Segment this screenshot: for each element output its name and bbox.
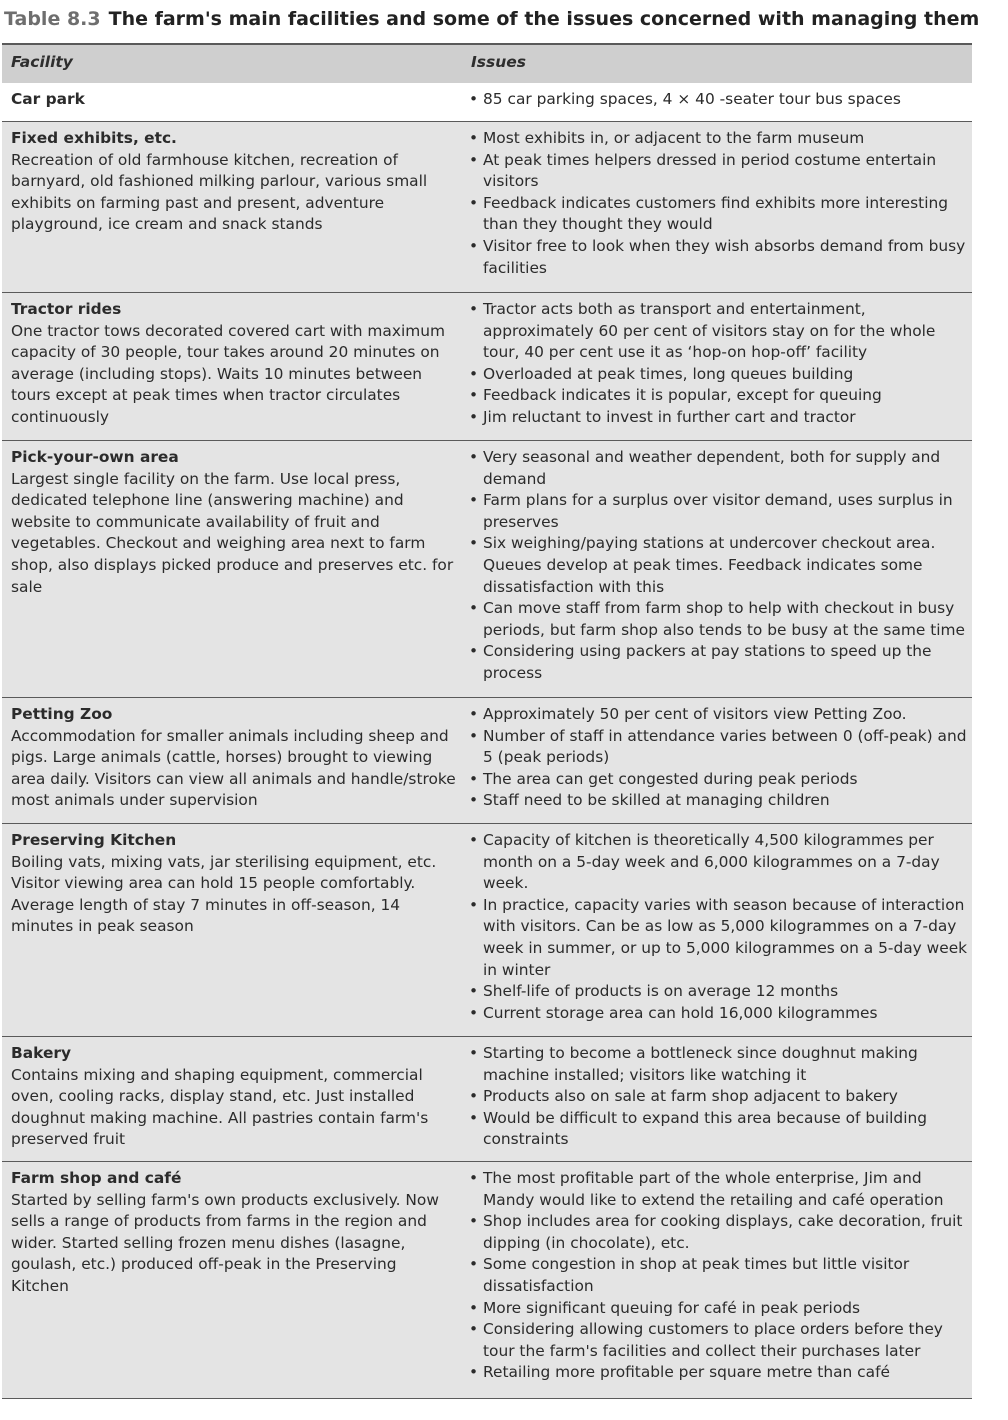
facility-cell <box>11 89 459 111</box>
facility-description: Accommodation for smaller animals including sheep and pigs. Large animals (cattle, horses) brought to viewing area daily. Visitors can view all animals and handle/stroke most animals under supervision <box>11 726 456 810</box>
issues-list <box>468 447 968 685</box>
facility-description: Contains mixing and shaping equipment, commercial oven, cooling racks, display stand, etc. Just installed doughnut making machine. All pastries contain farm's preserved fruit <box>11 1065 429 1149</box>
facility-description: Recreation of old farmhouse kitchen, recreation of barnyard, old fashioned milking parlour, various small exhibits on farming past and present, adventure playground, ice cream and snack stands <box>11 150 428 234</box>
header-facility: Facility <box>11 53 73 71</box>
issue-item: • Considering allowing customers to place orders before they tour the farm's facilities and collect their purchases later <box>468 1319 968 1362</box>
facilities-table <box>2 43 972 1382</box>
issue-item: • At peak times helpers dressed in period costume entertain visitors <box>468 150 968 193</box>
issue-item: • Farm plans for a surplus over visitor demand, uses surplus in preserves <box>468 490 968 533</box>
table-caption <box>4 8 994 30</box>
issue-item: • Overloaded at peak times, long queues building <box>468 364 968 386</box>
facility-cell <box>11 447 459 598</box>
issue-item: • Shop includes area for cooking displays, cake decoration, fruit dipping (in chocolate), etc. <box>468 1211 968 1254</box>
table-row <box>2 1162 972 1399</box>
facility-title: Car park <box>11 90 85 108</box>
facility-cell <box>11 704 459 812</box>
facility-cell <box>11 1043 459 1151</box>
table-row <box>2 698 972 824</box>
issue-item: • Capacity of kitchen is theoretically 4,500 kilogrammes per month on a 5-day week and 6,000 kilogrammes on a 7-day week. <box>468 830 968 895</box>
issue-item: • Starting to become a bottleneck since doughnut making machine installed; visitors like watching it <box>468 1043 968 1086</box>
issue-item: • Retailing more profitable per square metre than café <box>468 1362 968 1384</box>
facility-cell <box>11 299 459 429</box>
table-row <box>2 122 972 293</box>
facility-title: Farm shop and café <box>11 1169 182 1187</box>
table-row <box>2 441 972 698</box>
issues-list <box>468 1043 968 1151</box>
issue-item: • In practice, capacity varies with season because of interaction with visitors. Can be as low as 5,000 kilogrammes on a 7-day week in summer, or up to 5,000 kilogrammes on a 5-day week in winter <box>468 895 968 981</box>
table-row <box>2 824 972 1037</box>
issue-item: • Staff need to be skilled at managing children <box>468 790 968 812</box>
issue-item: • Feedback indicates customers find exhibits more interesting than they thought they would <box>468 193 968 236</box>
table-title: The farm's main facilities and some of the issues concerned with managing them <box>108 8 980 30</box>
issues-list <box>468 704 968 812</box>
issue-item: • The area can get congested during peak periods <box>468 769 968 791</box>
facility-title: Preserving Kitchen <box>11 831 177 849</box>
issue-item: • Jim reluctant to invest in further cart and tractor <box>468 407 968 429</box>
issue-item: • The most profitable part of the whole enterprise, Jim and Mandy would like to extend the retailing and café operation <box>468 1168 968 1211</box>
issue-item: • Some congestion in shop at peak times but little visitor dissatisfaction <box>468 1254 968 1297</box>
issues-list <box>468 128 968 279</box>
facility-description: Boiling vats, mixing vats, jar sterilising equipment, etc. Visitor viewing area can hold 15 people comfortably. Average length of stay 7 minutes in off-season, 14 minutes in peak season <box>11 852 437 936</box>
issue-item: • Products also on sale at farm shop adjacent to bakery <box>468 1086 968 1108</box>
issue-item: • Can move staff from farm shop to help with checkout in busy periods, but farm shop also tends to be busy at the same time <box>468 598 968 641</box>
issues-list <box>468 830 968 1024</box>
facility-title: Petting Zoo <box>11 705 113 723</box>
issue-item: • Visitor free to look when they wish absorbs demand from busy facilities <box>468 236 968 279</box>
issue-item: • Considering using packers at pay stations to speed up the process <box>468 641 968 684</box>
table-header <box>2 45 972 84</box>
facility-title: Bakery <box>11 1044 71 1062</box>
issues-list <box>468 89 968 111</box>
table-row <box>2 1037 972 1162</box>
issue-item: • Most exhibits in, or adjacent to the farm museum <box>468 128 968 150</box>
issue-item: • Number of staff in attendance varies between 0 (off-peak) and 5 (peak periods) <box>468 726 968 769</box>
facility-cell <box>11 830 459 938</box>
issue-item: • Current storage area can hold 16,000 kilogrammes <box>468 1003 968 1025</box>
facility-description: One tractor tows decorated covered cart with maximum capacity of 30 people, tour takes around 20 minutes on average (including stops). Waits 10 minutes between tours except at peak times when tractor circulates continuously <box>11 321 445 426</box>
facility-title: Tractor rides <box>11 300 122 318</box>
facility-title: Fixed exhibits, etc. <box>11 129 177 147</box>
issue-item: • Approximately 50 per cent of visitors view Petting Zoo. <box>468 704 968 726</box>
facility-cell <box>11 128 459 236</box>
header-issues: Issues <box>471 53 526 71</box>
issues-list <box>468 1168 968 1384</box>
table-row <box>2 83 972 122</box>
facility-cell <box>11 1168 459 1298</box>
facility-description: Started by selling farm's own products exclusively. Now sells a range of products from farms in the region and wider. Started selling frozen menu dishes (lasagne, goulash, etc.) produced off-peak in the Preserving Kitchen <box>11 1190 439 1295</box>
issue-item: • Shelf-life of products is on average 12 months <box>468 981 968 1003</box>
issue-item: • Tractor acts both as transport and entertainment, approximately 60 per cent of visitors stay on for the whole tour, 40 per cent use it as ‘hop-on hop-off’ facility <box>468 299 968 364</box>
facility-title: Pick-your-own area <box>11 448 179 466</box>
issues-list <box>468 299 968 429</box>
issue-item: • Would be difficult to expand this area because of building constraints <box>468 1108 968 1151</box>
facility-description: Largest single facility on the farm. Use local press, dedicated telephone line (answering machine) and website to communicate availability of fruit and vegetables. Checkout and weighing area next to farm shop, also displays picked produce and preserves etc. for sale <box>11 469 454 596</box>
issue-item: • Feedback indicates it is popular, except for queuing <box>468 385 968 407</box>
table-row <box>2 293 972 441</box>
table-number: Table 8.3 <box>4 8 101 30</box>
issue-item: • Six weighing/paying stations at undercover checkout area. Queues develop at peak times. Feedback indicates some dissatisfaction with this <box>468 533 968 598</box>
issue-item: • More significant queuing for café in peak periods <box>468 1298 968 1320</box>
issue-item: • 85 car parking spaces, 4 × 40 -seater tour bus spaces <box>468 89 968 111</box>
issue-item: • Very seasonal and weather dependent, both for supply and demand <box>468 447 968 490</box>
